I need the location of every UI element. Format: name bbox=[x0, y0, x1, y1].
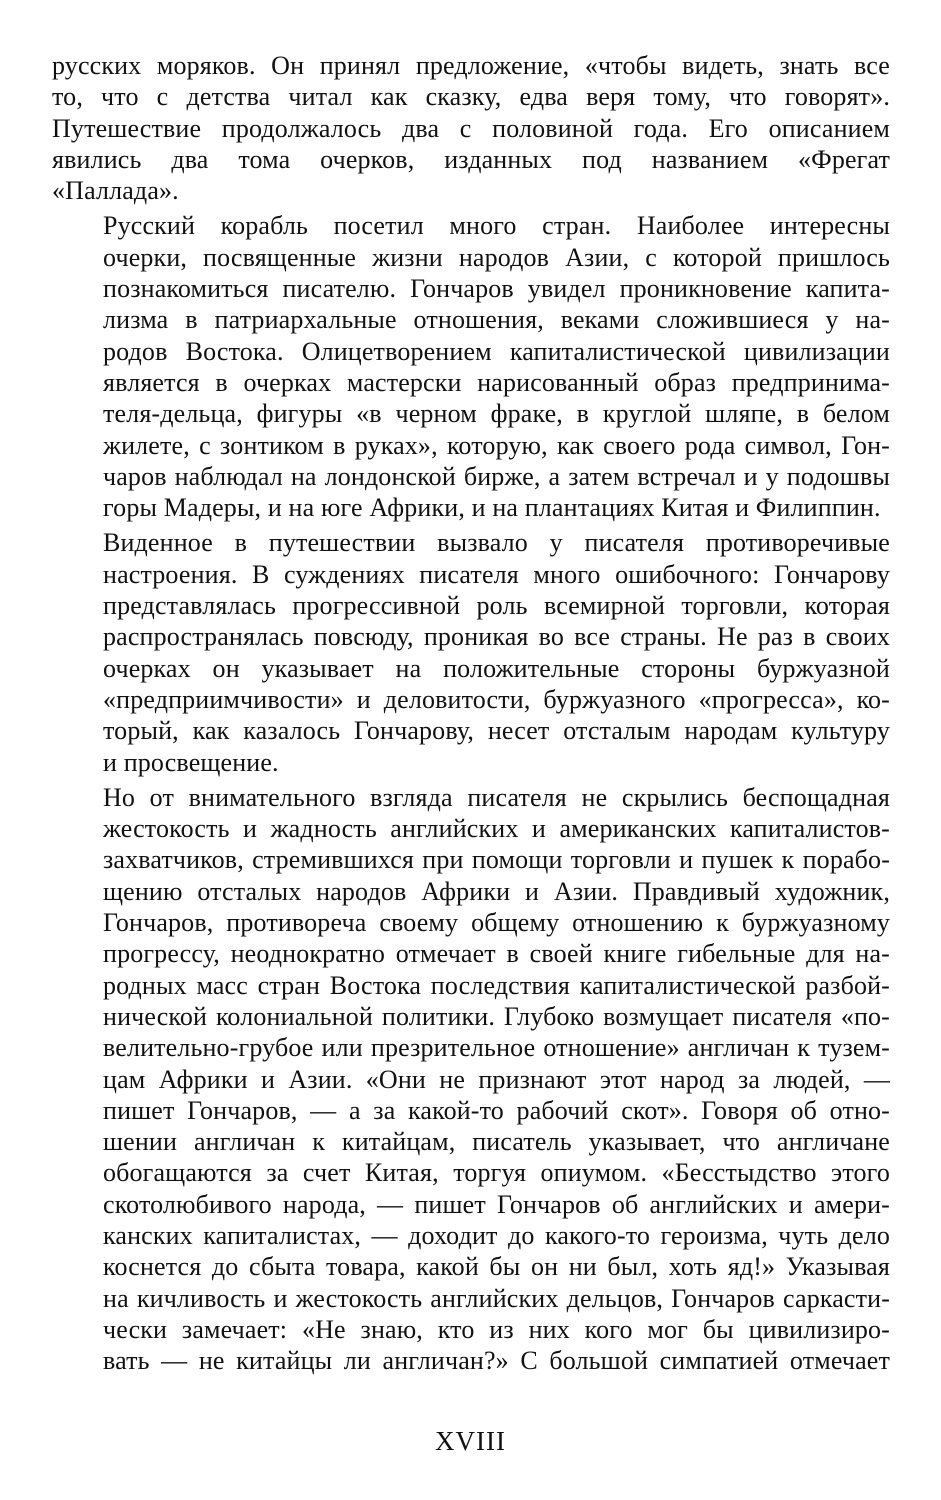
text-line: Русский корабль посетил много стран. Наиболее интересны bbox=[103, 211, 890, 241]
text-line: шении англичан к китайцам, писатель указывает, что англичане bbox=[103, 1127, 890, 1157]
page-number: XVIII bbox=[435, 1426, 506, 1456]
text-line: коснется до сбыта товара, какой бы он ни был, хоть яд!» Указывая bbox=[103, 1252, 890, 1282]
text-line: велительно-грубое или презрительное отношение» англичан к тузем- bbox=[103, 1033, 890, 1063]
paragraph-1 bbox=[52, 50, 890, 206]
text-line: родных масс стран Востока последствия капиталистической разбой- bbox=[103, 970, 890, 1000]
page-body bbox=[52, 50, 890, 1376]
text-line: прогрессу, неоднократно отмечает в своей книге гибельные для на- bbox=[103, 939, 890, 969]
paragraph-4 bbox=[52, 782, 890, 1377]
text-line: лизма в патриархальные отношения, веками сложившиеся у на- bbox=[103, 305, 890, 335]
text-line: чески замечает: «Не знаю, кто из них кого мог бы цивилизиро- bbox=[103, 1314, 890, 1344]
text-line: нической колониальной политики. Глубоко возмущает писателя «по- bbox=[103, 1001, 890, 1031]
text-line: захватчиков, стремившихся при помощи торговли и пушек к порабо- bbox=[103, 845, 890, 875]
text-line: русских моряков. Он принял предложение, «чтобы видеть, знать все bbox=[52, 51, 890, 80]
text-line: канских капиталистах, — доходит до какого-то героизма, чуть дело bbox=[103, 1220, 890, 1250]
text-line: Путешествие продолжалось два с половиной года. Его описанием bbox=[52, 113, 890, 143]
text-line: чаров наблюдал на лондонской бирже, а затем встречал и у подошвы bbox=[103, 461, 890, 491]
text-line: вать — не китайцы ли англичан?» С большой симпатией отмечает bbox=[103, 1346, 890, 1376]
text-line: родов Востока. Олицетворением капиталистической цивилизации bbox=[103, 336, 890, 366]
text-line: горы Мадеры, и на юге Африки, и на плантациях Китая и Филиппин. bbox=[103, 493, 881, 523]
text-line: и просвещение. bbox=[103, 747, 279, 777]
text-line: скотолюбивого народа, — пишет Гончаров об английских и амери- bbox=[103, 1189, 890, 1219]
text-line: распространялась повсюду, проникая во все страны. Не раз в своих bbox=[103, 622, 890, 652]
text-line: представлялась прогрессивной роль всемирной торговли, которая bbox=[103, 591, 890, 621]
text-line: «Паллада». bbox=[52, 176, 179, 206]
text-line: «предприимчивости» и деловитости, буржуазного «прогресса», ко- bbox=[103, 684, 890, 714]
text-line: пишет Гончаров, — а за какой-то рабочий скот». Говоря об отно- bbox=[103, 1095, 890, 1125]
text-line: явились два тома очерков, изданных под названием «Фрегат bbox=[52, 144, 890, 174]
text-line: жилете, с зонтиком в руках», которую, как своего рода символ, Гон- bbox=[103, 430, 890, 460]
text-line: то, что с детства читал как сказку, едва веря тому, что говорят». bbox=[52, 82, 890, 112]
text-line: торый, как казалось Гончарову, несет отсталым народам культуру bbox=[103, 716, 890, 746]
text-line: Но от внимательного взгляда писателя не скрылись беспощадная bbox=[103, 782, 890, 812]
text-line: Гончаров, противореча своему общему отношению к буржуазному bbox=[103, 908, 890, 938]
paragraph-2 bbox=[52, 210, 890, 523]
text-line: Виденное в путешествии вызвало у писателя противоречивые bbox=[103, 528, 890, 558]
text-line: познакомиться писателю. Гончаров увидел проникновение капита- bbox=[103, 274, 890, 304]
text-line: цам Африки и Азии. «Они не признают этот народ за людей, — bbox=[103, 1064, 890, 1094]
text-line: очерки, посвященные жизни народов Азии, с которой пришлось bbox=[103, 242, 890, 272]
text-line: настроения. В суждениях писателя много ошибочного: Гончарову bbox=[103, 559, 890, 589]
text-line: на кичливость и жестокость английских дельцов, Гончаров саркасти- bbox=[103, 1283, 890, 1313]
text-line: теля-дельца, фигуры «в черном фраке, в круглой шляпе, в белом bbox=[103, 399, 890, 429]
text-line: является в очерках мастерски нарисованный образ предпринима- bbox=[103, 367, 890, 397]
text-line: щению отсталых народов Африки и Азии. Правдивый художник, bbox=[103, 876, 890, 906]
text-line: очерках он указывает на положительные стороны буржуазной bbox=[103, 653, 890, 683]
text-line: обогащаются за счет Китая, торгуя опиумом. «Бесстыдство этого bbox=[103, 1158, 890, 1188]
paragraph-3 bbox=[52, 527, 890, 777]
text-line: жестокость и жадность английских и американских капиталистов- bbox=[103, 814, 890, 844]
